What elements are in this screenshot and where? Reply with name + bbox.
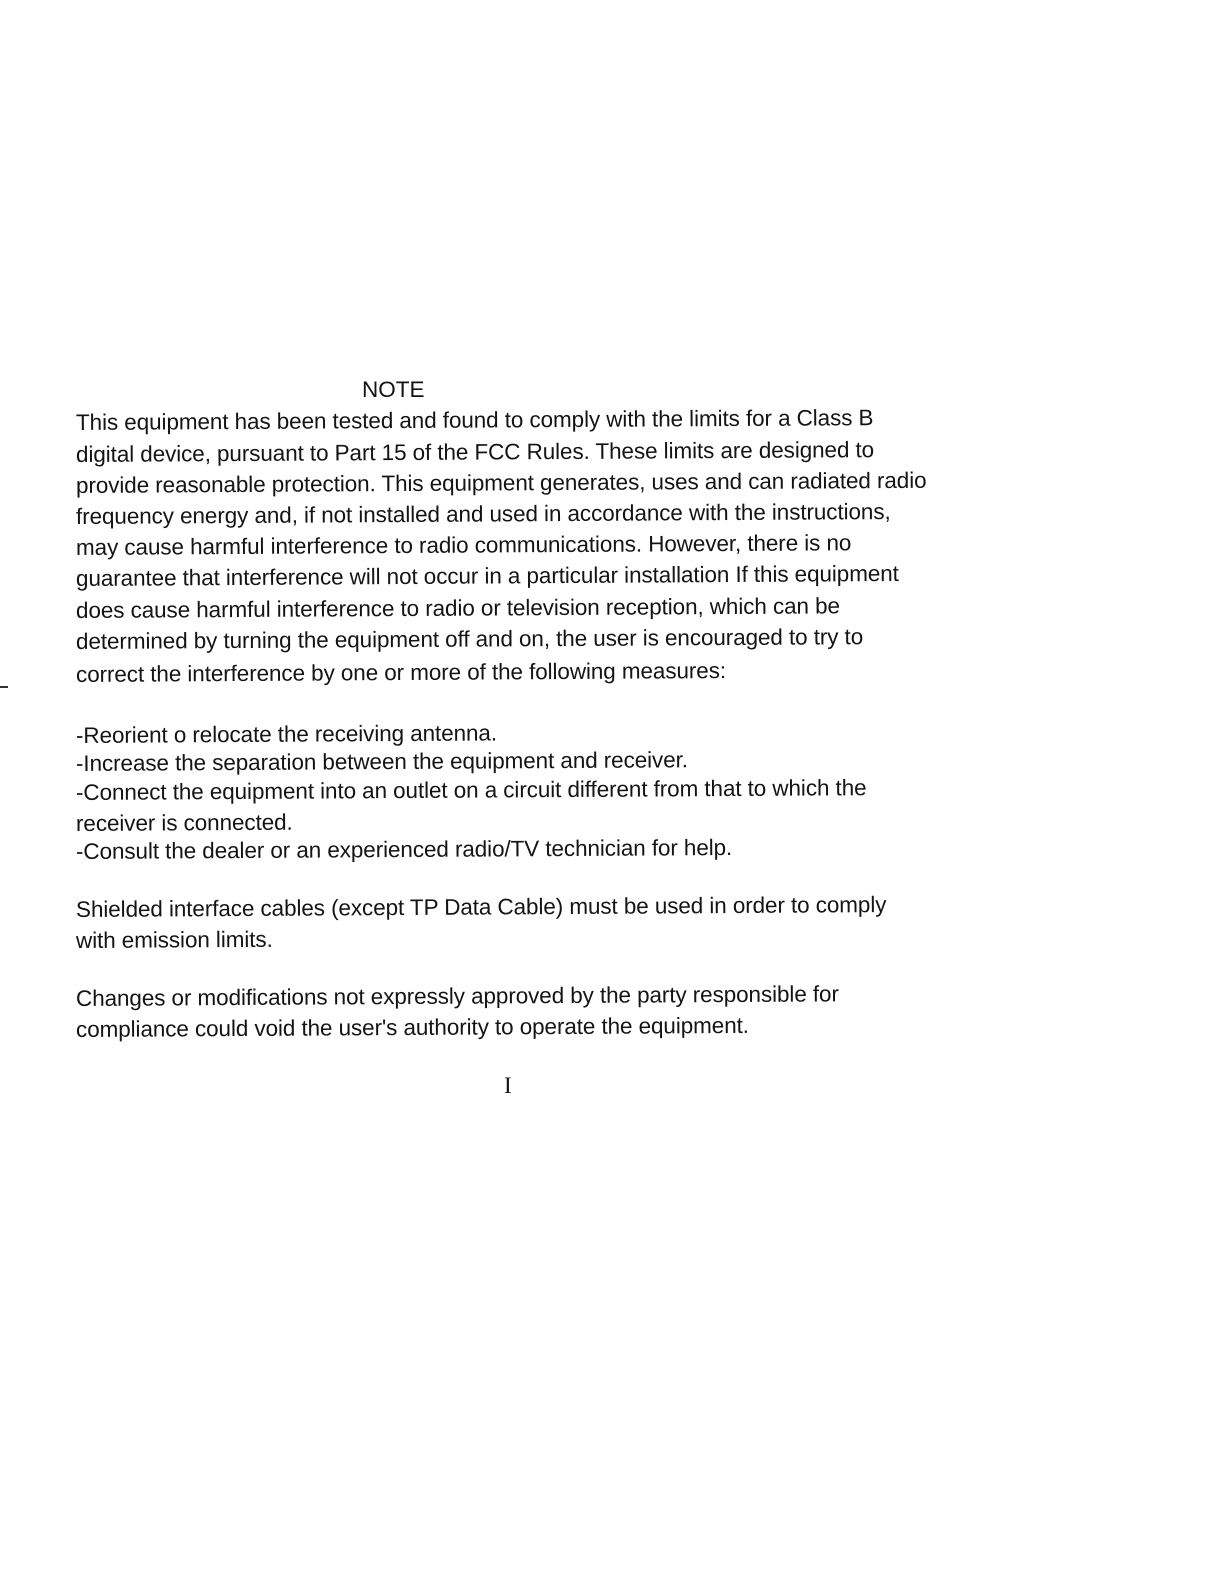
list-item: -Connect the equipment into an outlet on a circuit different from that to which the bbox=[75, 775, 867, 805]
note-heading: NOTE bbox=[362, 377, 425, 402]
paragraph-line: may cause harmful interference to radio communications. However, there is no bbox=[75, 530, 852, 560]
paragraph-line: This equipment has been tested and found to comply with the limits for a Class B bbox=[75, 405, 874, 435]
list-item: -Consult the dealer or an experienced radio/TV technician for help. bbox=[75, 834, 733, 864]
paragraph-line: provide reasonable protection. This equipment generates, uses and can radiated radio bbox=[75, 467, 927, 498]
paragraph-line: does cause harmful interference to radio or television reception, which can be bbox=[75, 593, 840, 623]
paragraph-line: Changes or modifications not expressly approved by the party responsible for bbox=[75, 981, 839, 1011]
paragraph-line: guarantee that interference will not occur in a particular installation If this equipment bbox=[75, 560, 899, 591]
paragraph-line: correct the interference by one or more of the following measures: bbox=[75, 658, 727, 687]
list-item: -Increase the separation between the equipment and receiver. bbox=[75, 747, 688, 776]
paragraph-line: Shielded interface cables (except TP Data Cable) must be used in order to comply bbox=[75, 892, 887, 922]
page-number: I bbox=[504, 1073, 512, 1098]
paragraph-line: determined by turning the equipment off and on, the user is encouraged to try to bbox=[75, 624, 864, 654]
paragraph-line: compliance could void the user's authority to operate the equipment. bbox=[75, 1012, 749, 1042]
paragraph-line: with emission limits. bbox=[75, 926, 273, 953]
list-item: -Reorient o relocate the receiving antenna. bbox=[75, 720, 498, 748]
paragraph-line: digital device, pursuant to Part 15 of the FCC Rules. These limits are designed to bbox=[75, 437, 875, 467]
list-item: receiver is connected. bbox=[75, 809, 293, 836]
scan-artifact-mark bbox=[0, 686, 8, 688]
paragraph-line: frequency energy and, if not installed and used in accordance with the instructions, bbox=[75, 499, 891, 529]
